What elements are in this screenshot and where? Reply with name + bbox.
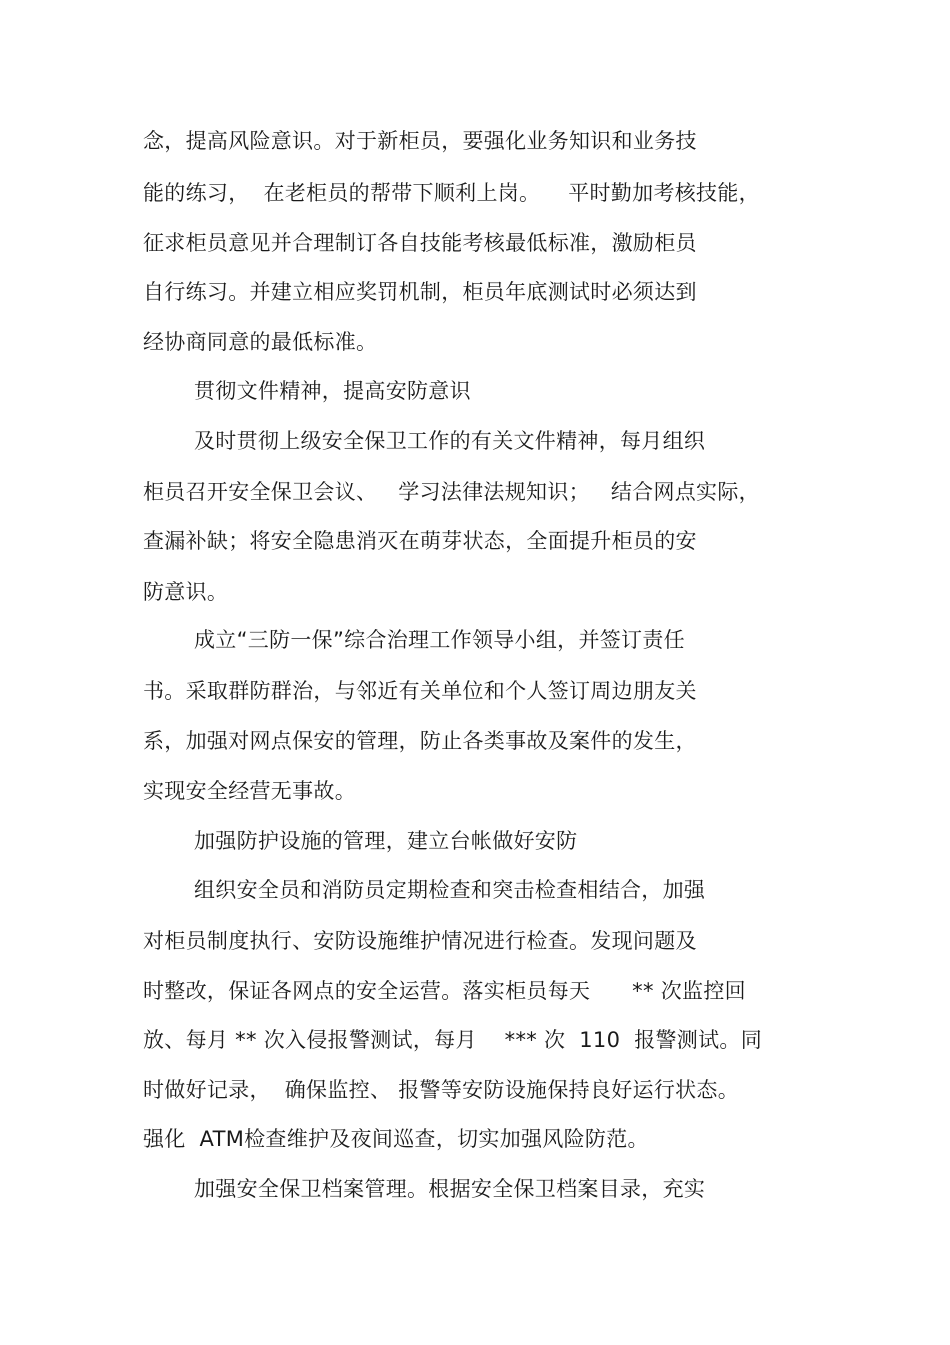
text-line: 自行练习。并建立相应奖罚机制，柜员年底测试时必须达到 <box>143 280 697 304</box>
text-line: 成立“三防一保”综合治理工作领导小组，并签订责任 <box>194 628 685 652</box>
text-line: 放、每月 ** 次入侵报警测试，每月 *** 次 110 报警测试。同 <box>143 1028 763 1052</box>
text-line: 念，提高风险意识。对于新柜员，要强化业务知识和业务技 <box>143 129 697 153</box>
text-line: 征求柜员意见并合理制订各自技能考核最低标准，激励柜员 <box>143 231 697 255</box>
section-heading: 贯彻文件精神，提高安防意识 <box>194 379 471 403</box>
text-line: 能的练习， 在老柜员的帮带下顺利上岗。 平时勤加考核技能， <box>143 181 760 205</box>
text-line: 书。采取群防群治，与邻近有关单位和个人签订周边朋友关 <box>143 679 697 703</box>
text-line: 时整改，保证各网点的安全运营。落实柜员每天 ** 次监控回 <box>143 979 746 1003</box>
text-line: 对柜员制度执行、安防设施维护情况进行检查。发现问题及 <box>143 929 697 953</box>
text-line: 及时贯彻上级安全保卫工作的有关文件精神，每月组织 <box>194 429 706 453</box>
text-line: 组织安全员和消防员定期检查和突击检查相结合，加强 <box>194 878 706 902</box>
text-line: 强化 ATM检查维护及夜间巡查，切实加强风险防范。 <box>143 1127 649 1151</box>
text-line: 防意识。 <box>143 580 229 604</box>
text-line: 系，加强对网点保安的管理，防止各类事故及案件的发生， <box>143 729 697 753</box>
text-line: 查漏补缺；将安全隐患消灭在萌芽状态，全面提升柜员的安 <box>143 529 697 553</box>
text-line: 柜员召开安全保卫会议、 学习法律法规知识； 结合网点实际， <box>143 480 760 504</box>
text-line: 经协商同意的最低标准。 <box>143 330 378 354</box>
text-line: 实现安全经营无事故。 <box>143 779 356 803</box>
text-line: 加强安全保卫档案管理。根据安全保卫档案目录，充实 <box>194 1177 706 1201</box>
text-line: 时做好记录， 确保监控、 报警等安防设施保持良好运行状态。 <box>143 1078 740 1102</box>
section-heading: 加强防护设施的管理，建立台帐做好安防 <box>194 829 578 853</box>
